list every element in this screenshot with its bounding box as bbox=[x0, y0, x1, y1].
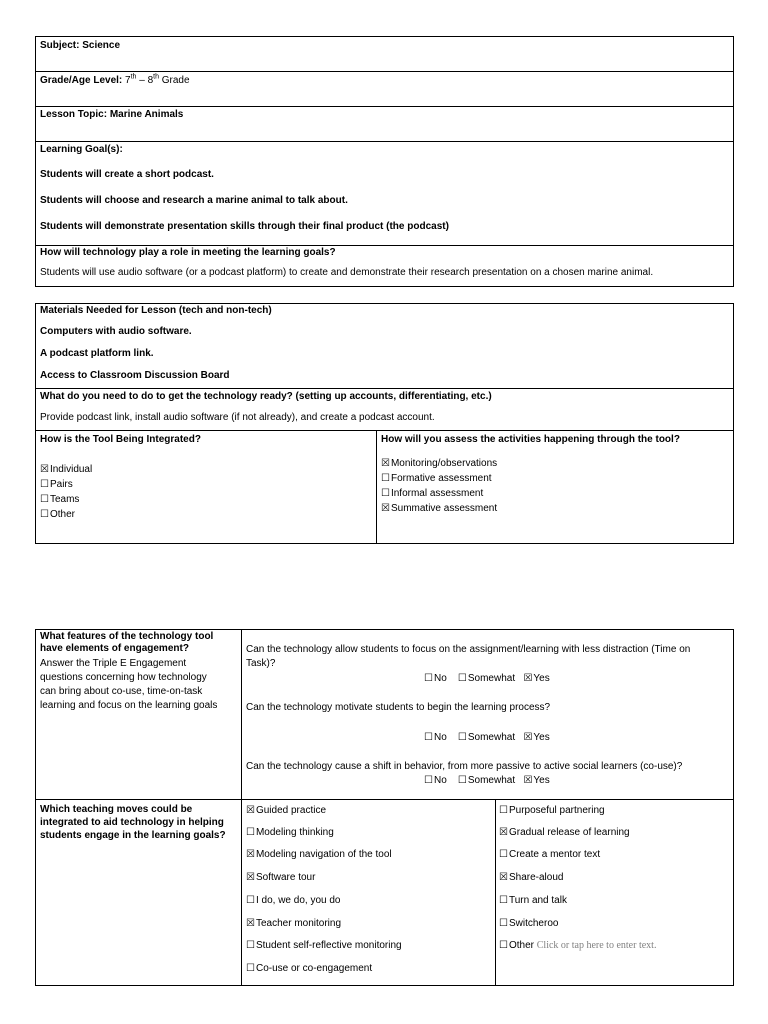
features-desc-line: Answer the Triple E Engagement bbox=[40, 658, 187, 669]
tech-role-question: How will technology play a role in meeting the learning goals? bbox=[40, 247, 336, 258]
assessment-heading: How will you assess the activities happening through the tool? bbox=[381, 434, 680, 445]
checkbox-icon: ☐ bbox=[424, 732, 433, 743]
answer-yes-option[interactable]: ☒Yes bbox=[523, 732, 550, 743]
checkbox-icon: ☐ bbox=[40, 479, 49, 490]
answer-row-q1 bbox=[424, 673, 550, 685]
moves-heading-line: integrated to aid technology in helping bbox=[40, 817, 224, 828]
checkbox-checked-icon: ☒ bbox=[246, 872, 255, 883]
checkbox-checked-icon: ☒ bbox=[246, 918, 255, 929]
checkbox-icon: ☐ bbox=[40, 494, 49, 505]
checkbox-icon: ☐ bbox=[381, 488, 390, 499]
integration-option-teams[interactable]: ☐Teams bbox=[40, 494, 80, 505]
integration-option-pairs[interactable]: ☐Pairs bbox=[40, 479, 73, 490]
lesson-topic: Lesson Topic: Marine Animals bbox=[40, 109, 184, 120]
learning-goal-item: Students will choose and research a marine animal to talk about. bbox=[40, 195, 348, 206]
learning-goals-row bbox=[36, 142, 733, 246]
checkbox-checked-icon: ☒ bbox=[246, 849, 255, 860]
integration-option-individual[interactable]: ☒Individual bbox=[40, 464, 93, 475]
move-turn-and-talk[interactable]: ☐Turn and talk bbox=[499, 895, 567, 906]
material-item: Access to Classroom Discussion Board bbox=[40, 370, 230, 381]
tech-ready-row bbox=[36, 389, 733, 431]
move-gradual-release[interactable]: ☒Gradual release of learning bbox=[499, 827, 630, 838]
checkbox-checked-icon: ☒ bbox=[381, 503, 390, 514]
checkbox-icon: ☐ bbox=[499, 940, 508, 951]
move-co-use[interactable]: ☐Co-use or co-engagement bbox=[246, 963, 373, 974]
move-share-aloud[interactable]: ☒Share-aloud bbox=[499, 872, 564, 883]
checkbox-icon: ☐ bbox=[457, 673, 467, 684]
move-guided-practice[interactable]: ☒Guided practice bbox=[246, 805, 327, 816]
engagement-table bbox=[35, 629, 734, 986]
tech-role-answer: Students will use audio software (or a podcast platform) to create and demonstrate their research presentation on a chosen marine animal. bbox=[40, 267, 654, 278]
answer-yes-option[interactable]: ☒Yes bbox=[523, 775, 550, 786]
checkbox-icon: ☐ bbox=[246, 827, 255, 838]
checkbox-checked-icon: ☒ bbox=[523, 673, 533, 684]
answer-somewhat-option[interactable]: ☐Somewhat bbox=[457, 732, 516, 743]
answer-no-option[interactable]: ☐No bbox=[424, 673, 447, 684]
materials-row bbox=[36, 304, 733, 389]
assess-option-monitoring[interactable]: ☒Monitoring/observations bbox=[381, 458, 498, 469]
topic-row bbox=[36, 107, 733, 142]
move-modeling-thinking[interactable]: ☐Modeling thinking bbox=[246, 827, 334, 838]
answer-row-q3 bbox=[424, 775, 550, 787]
integration-heading: How is the Tool Being Integrated? bbox=[40, 434, 201, 445]
checkbox-icon: ☐ bbox=[457, 775, 467, 786]
features-heading-line: What features of the technology tool bbox=[40, 631, 214, 642]
move-purposeful-partnering[interactable]: ☐Purposeful partnering bbox=[499, 805, 605, 816]
answer-somewhat-option[interactable]: ☐Somewhat bbox=[457, 673, 516, 684]
tech-role-row bbox=[36, 246, 733, 287]
grade-label: Grade/Age Level: 7th – 8th Grade bbox=[40, 73, 190, 86]
checkbox-icon: ☐ bbox=[424, 673, 433, 684]
move-mentor-text[interactable]: ☐Create a mentor text bbox=[499, 849, 601, 860]
move-switcheroo[interactable]: ☐Switcheroo bbox=[499, 918, 559, 929]
tech-ready-question: What do you need to do to get the technology ready? (setting up accounts, differentiating, etc.) bbox=[40, 391, 492, 402]
checkbox-checked-icon: ☒ bbox=[246, 805, 255, 816]
features-desc-line: learning and focus on the learning goals bbox=[40, 700, 218, 711]
checkbox-icon: ☐ bbox=[424, 775, 433, 786]
answer-no-option[interactable]: ☐No bbox=[424, 732, 447, 743]
question-time-on-task: Can the technology allow students to focus on the assignment/learning with less distraction (Time on bbox=[246, 644, 691, 655]
move-self-reflective[interactable]: ☐Student self-reflective monitoring bbox=[246, 940, 402, 951]
tech-ready-answer: Provide podcast link, install audio software (if not already), and create a podcast account. bbox=[40, 412, 435, 423]
move-software-tour[interactable]: ☒Software tour bbox=[246, 872, 316, 883]
checkbox-icon: ☐ bbox=[499, 918, 508, 929]
other-text-input[interactable]: Click or tap here to enter text. bbox=[536, 940, 657, 951]
learning-goals-heading: Learning Goal(s): bbox=[40, 144, 123, 155]
checkbox-checked-icon: ☒ bbox=[381, 458, 390, 469]
checkbox-icon: ☐ bbox=[246, 940, 255, 951]
material-item: A podcast platform link. bbox=[40, 348, 154, 359]
checkbox-icon: ☐ bbox=[246, 963, 255, 974]
subject-label: Subject: Science bbox=[40, 40, 121, 51]
checkbox-checked-icon: ☒ bbox=[523, 775, 533, 786]
assess-option-informal[interactable]: ☐Informal assessment bbox=[381, 488, 484, 499]
answer-somewhat-option[interactable]: ☐Somewhat bbox=[457, 775, 516, 786]
learning-goal-item: Students will demonstrate presentation skills through their final product (the podcast) bbox=[40, 221, 449, 232]
checkbox-checked-icon: ☒ bbox=[499, 872, 508, 883]
checkbox-checked-icon: ☒ bbox=[499, 827, 508, 838]
move-i-do-we-do[interactable]: ☐I do, we do, you do bbox=[246, 895, 341, 906]
question-time-on-task-cont: Task)? bbox=[246, 658, 276, 669]
assess-option-summative[interactable]: ☒Summative assessment bbox=[381, 503, 498, 514]
learning-goal-item: Students will create a short podcast. bbox=[40, 169, 214, 180]
moves-heading-line: students engage in the learning goals? bbox=[40, 830, 226, 841]
grade-row bbox=[36, 72, 733, 107]
teaching-moves-row bbox=[36, 800, 733, 986]
checkbox-icon: ☐ bbox=[499, 849, 508, 860]
integration-option-other[interactable]: ☐Other bbox=[40, 509, 75, 520]
features-desc-line: can bring about co-use, time-on-task bbox=[40, 686, 203, 697]
answer-yes-option[interactable]: ☒Yes bbox=[523, 673, 550, 684]
moves-heading-line: Which teaching moves could be bbox=[40, 804, 193, 815]
checkbox-icon: ☐ bbox=[499, 805, 508, 816]
lesson-info-table bbox=[35, 36, 734, 287]
checkbox-checked-icon: ☒ bbox=[523, 732, 533, 743]
materials-heading: Materials Needed for Lesson (tech and non-tech) bbox=[40, 305, 272, 316]
checkbox-icon: ☐ bbox=[457, 732, 467, 743]
materials-table bbox=[35, 303, 734, 544]
question-behavior-shift: Can the technology cause a shift in behavior, from more passive to active social learners (co-use)? bbox=[246, 761, 683, 772]
assess-option-formative[interactable]: ☐Formative assessment bbox=[381, 473, 492, 484]
checkbox-icon: ☐ bbox=[381, 473, 390, 484]
answer-row-q2 bbox=[424, 732, 550, 744]
move-modeling-navigation[interactable]: ☒Modeling navigation of the tool bbox=[246, 849, 392, 860]
checkbox-icon: ☐ bbox=[499, 895, 508, 906]
move-other[interactable]: ☐Other Click or tap here to enter text. bbox=[499, 940, 657, 951]
engagement-features-row bbox=[36, 630, 733, 800]
question-motivate: Can the technology motivate students to begin the learning process? bbox=[246, 702, 551, 713]
material-item: Computers with audio software. bbox=[40, 326, 192, 337]
checkbox-icon: ☐ bbox=[246, 895, 255, 906]
features-heading-line: have elements of engagement? bbox=[40, 643, 189, 654]
subject-row bbox=[36, 37, 733, 72]
answer-no-option[interactable]: ☐No bbox=[424, 775, 447, 786]
move-teacher-monitoring[interactable]: ☒Teacher monitoring bbox=[246, 918, 342, 929]
integration-row bbox=[36, 431, 733, 544]
checkbox-checked-icon: ☒ bbox=[40, 464, 49, 475]
checkbox-icon: ☐ bbox=[40, 509, 49, 520]
features-desc-line: questions concerning how technology bbox=[40, 672, 207, 683]
